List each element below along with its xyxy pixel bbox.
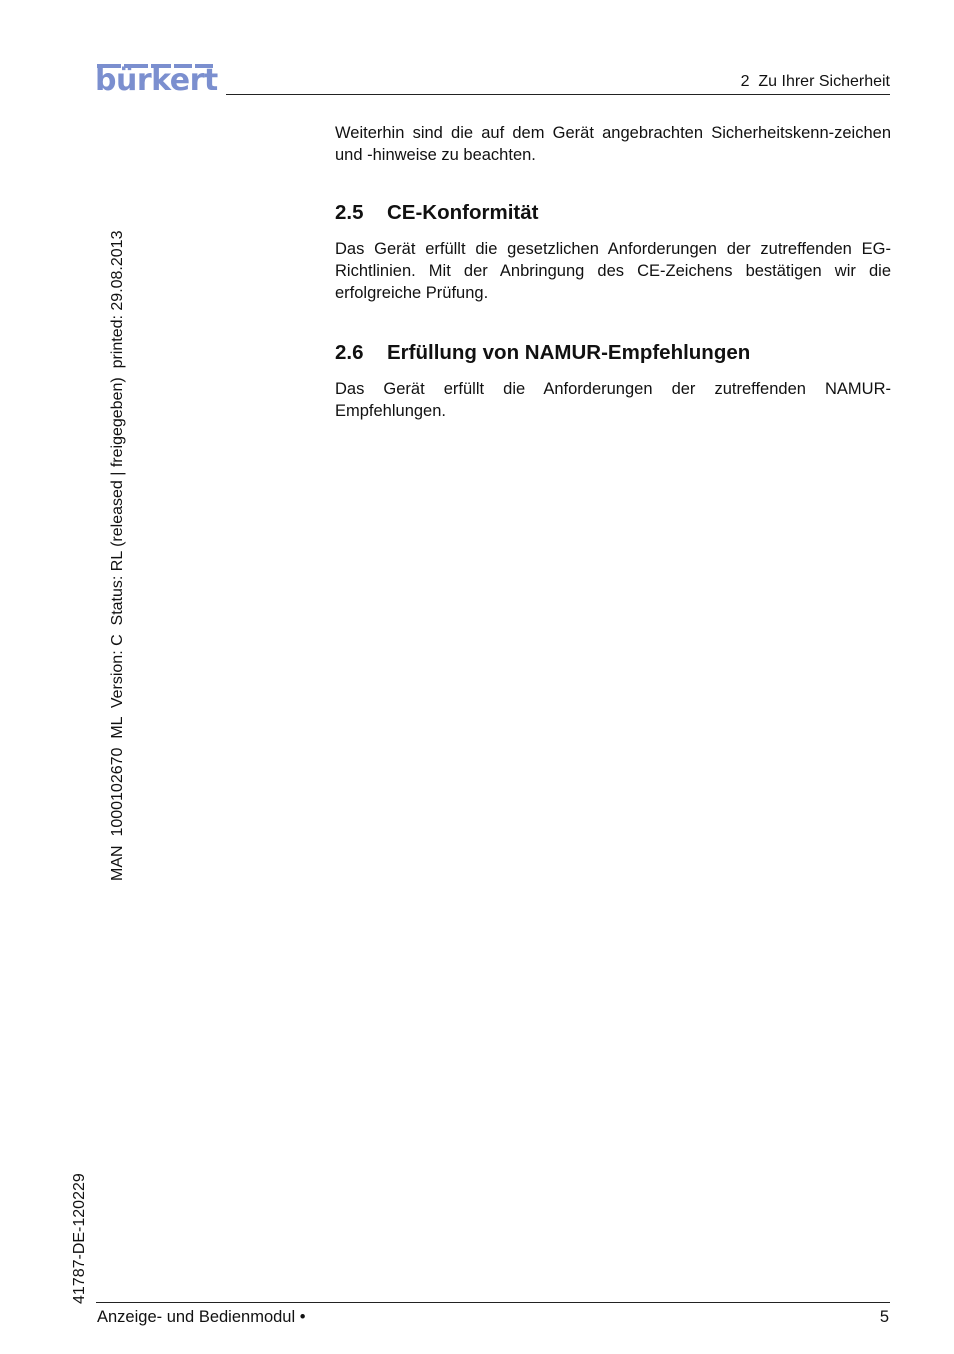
chapter-title: 2 Zu Ihrer Sicherheit [740,73,890,90]
section-number: 2.5 [335,201,364,224]
header-divider [226,94,890,95]
footer-title: Anzeige- und Bedienmodul • [97,1308,306,1326]
document-number: 41787-DE-120229 [71,1173,88,1304]
brand-logo [95,58,217,102]
section-text-ce: Das Gerät erfüllt die gesetzlichen Anforderungen der zutreffenden EG-Richtlinien. Mit der Anbringung des CE-Zeichens bestätigen wir die erfolgreiche Prüfung. [335,240,891,302]
document-meta: MAN 1000102670 ML Version: C Status: RL (released | freigegeben) printed: 29.08.2013 [109,230,126,881]
section-heading-namur [335,340,891,366]
section-title: Erfüllung von NAMUR-Empfehlungen [387,341,751,364]
section-text-namur: Das Gerät erfüllt die Anforderungen der zutreffenden NAMUR-Empfehlungen. [335,380,891,420]
footer-divider [96,1302,890,1303]
section-title: CE-Konformität [387,201,539,224]
intro-paragraph: Weiterhin sind die auf dem Gerät angebrachten Sicherheitskenn-zeichen und -hinweise zu beachten. [335,124,891,164]
section-number: 2.6 [335,341,364,364]
main-content [335,122,891,422]
logo-wordmark: bürkert [95,63,218,98]
page-number: 5 [879,1308,889,1326]
section-heading-ce [335,200,891,226]
